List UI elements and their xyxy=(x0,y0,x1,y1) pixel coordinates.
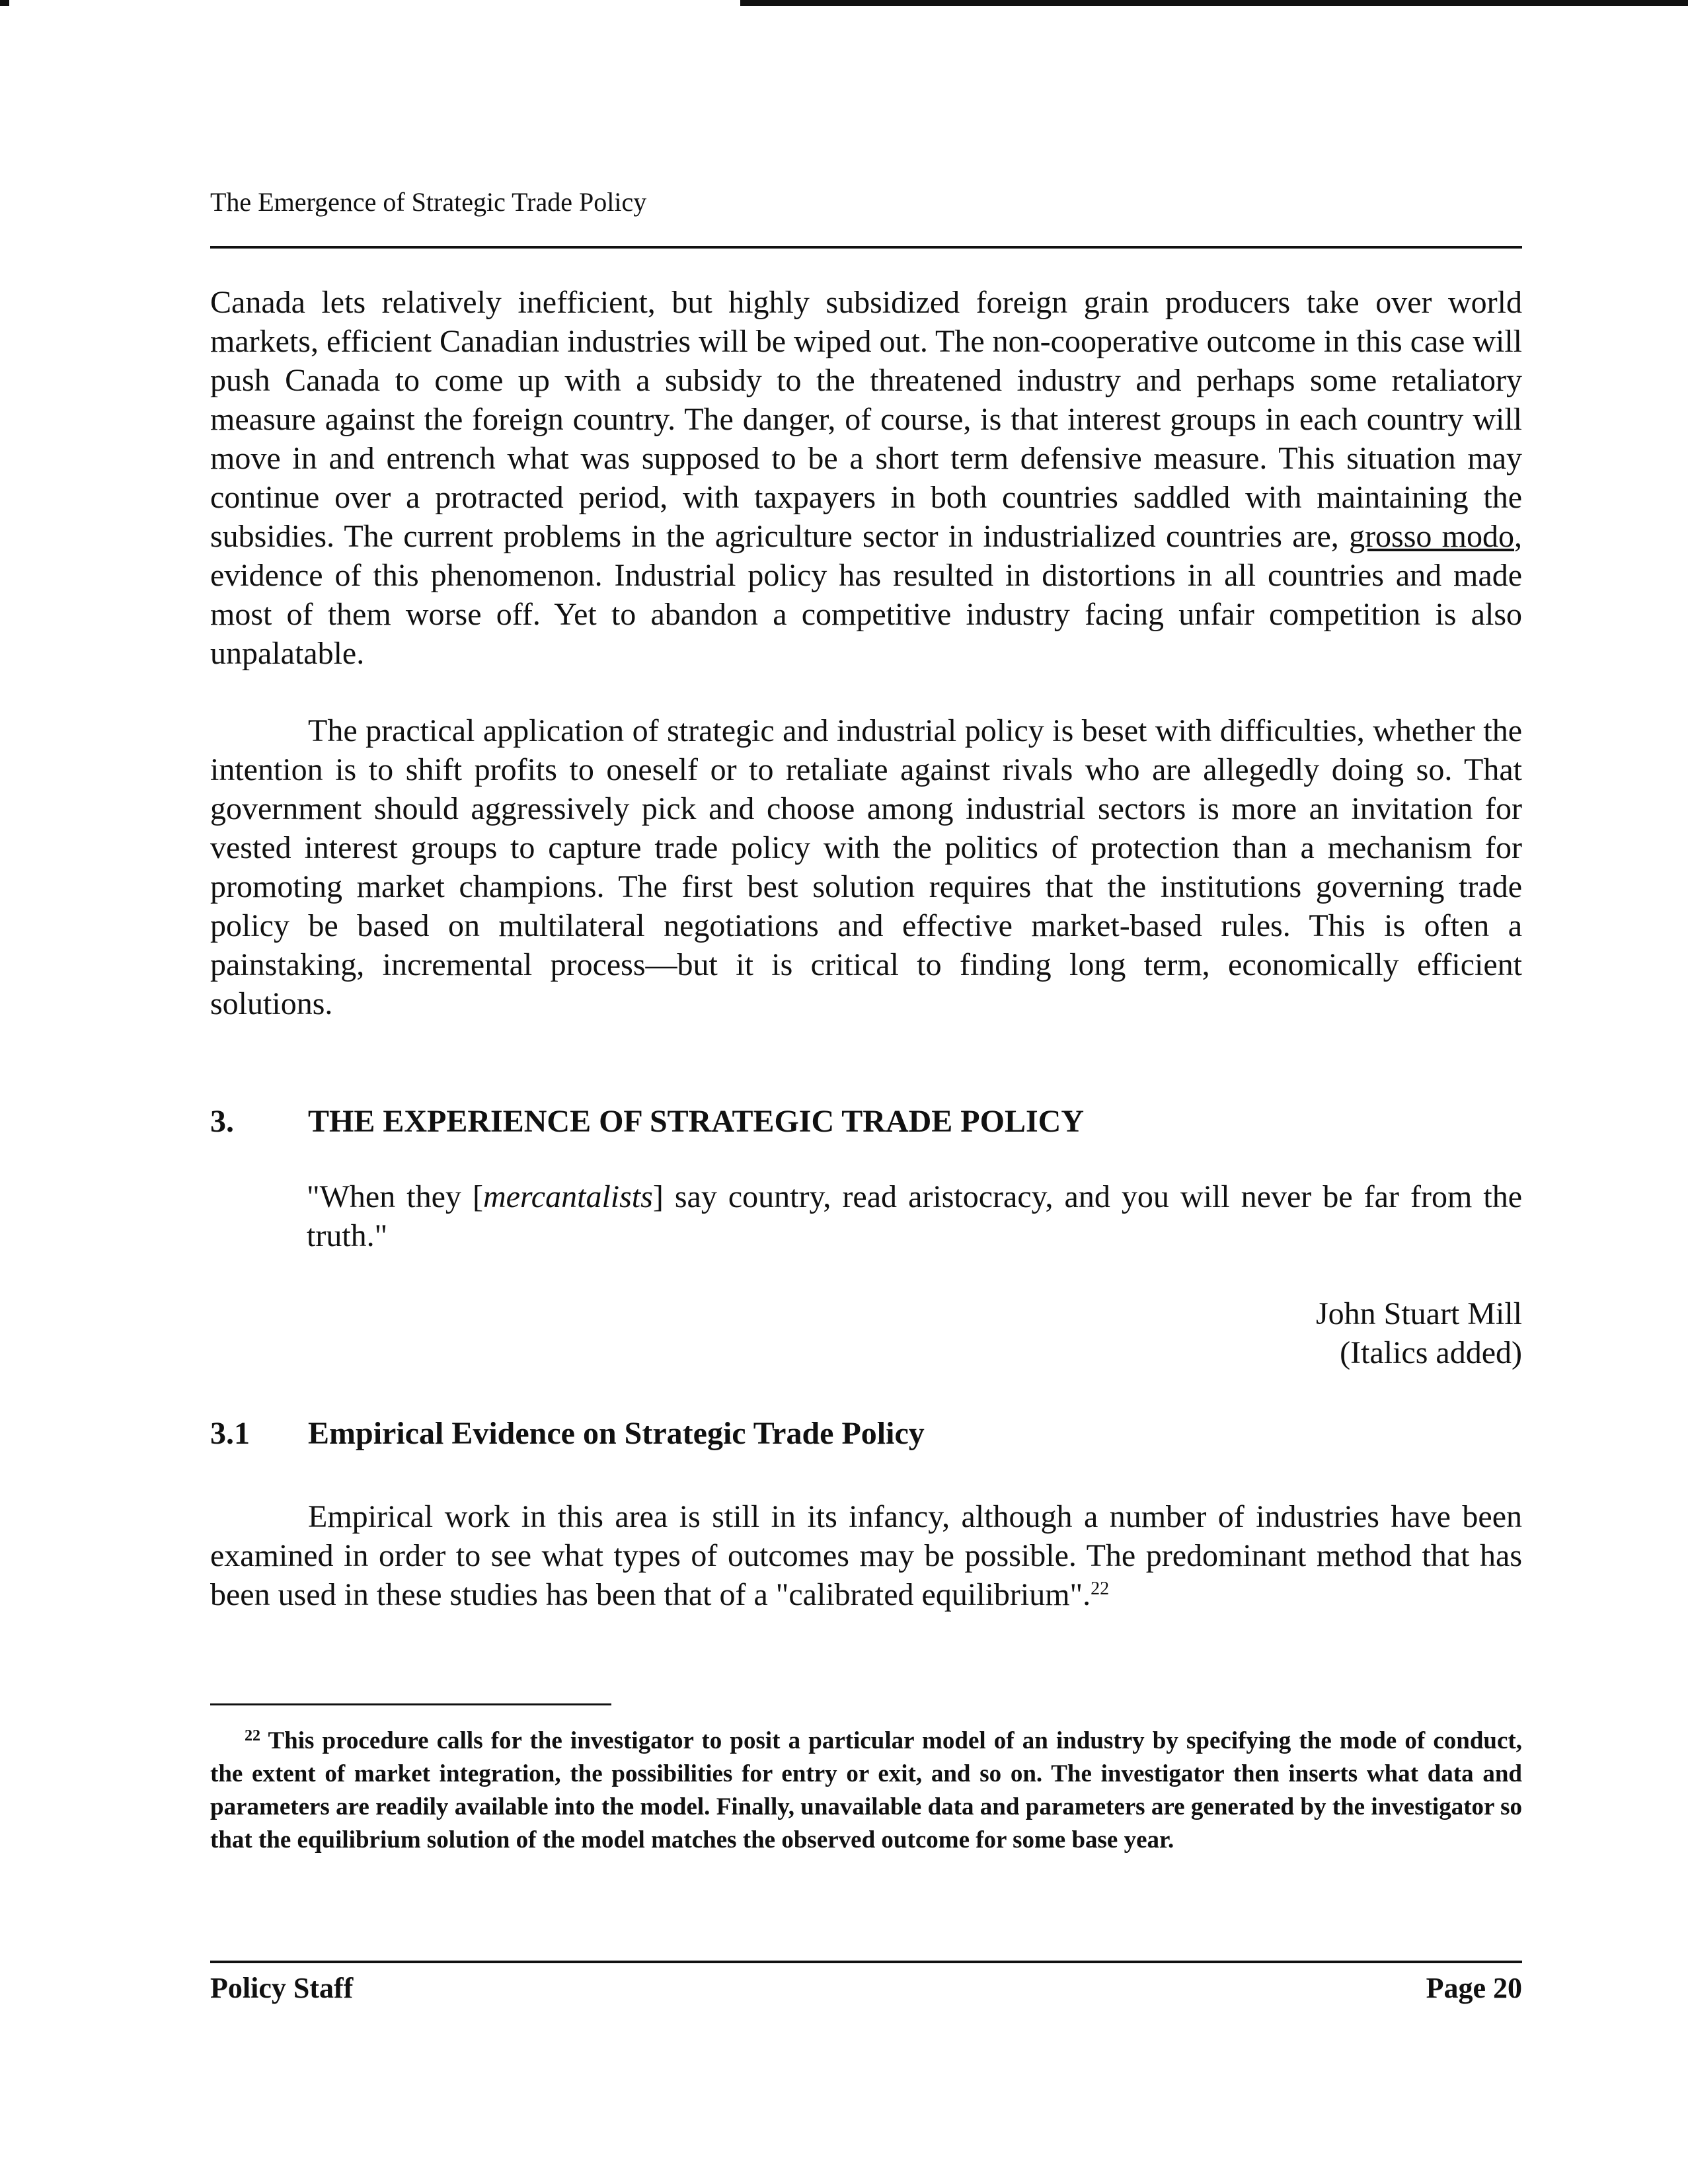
body-paragraph-1 xyxy=(210,283,1522,673)
attribution-author: John Stuart Mill xyxy=(1315,1296,1522,1331)
footer-organization: Policy Staff xyxy=(210,1972,354,2004)
quote-italic-term: mercantalists xyxy=(482,1179,653,1214)
section-title: THE EXPERIENCE OF STRATEGIC TRADE POLICY xyxy=(308,1104,1084,1139)
epigraph-quote xyxy=(307,1177,1522,1255)
body-paragraph-3 xyxy=(210,1497,1522,1614)
scan-top-border xyxy=(740,0,1688,6)
body-paragraph-2: The practical application of strategic and industrial policy is beset with difficulties, whether the intention is to shift profits to oneself or to retaliate against rivals who are allegedly doing so. That government should aggressively pick and choose among industrial sectors is more an invitation for vested interest groups to capture trade policy with the politics of protection than a mechanism for promoting market champions. The first best solution requires that the institutions governing trade policy be based on multilateral negotiations and effective market-based rules. This is often a painstaking, incremental process—but it is critical to finding long term, economically efficient solutions. xyxy=(210,713,1522,1021)
header-divider xyxy=(210,246,1522,249)
paragraph-1-text-a: Canada lets relatively inefficient, but highly subsidized foreign grain producers take over world markets, efficient Canadian industries will be wiped out. The non-cooperative outcome in this case will push Canada to come up with a subsidy to the threatened industry and perhaps some retaliatory measure against the foreign country. The danger, of course, is that interest groups in each country will move in and entrench what was supposed to be a short term defensive measure. This situation may continue over a protracted period, with taxpayers in both countries saddled with maintaining the subsidies. The current problems in the agriculture sector in industrialized countries are, xyxy=(210,285,1522,554)
scan-edge-mark xyxy=(0,0,9,6)
footnote-reference-22[interactable]: 22 xyxy=(1091,1579,1110,1599)
footer-divider xyxy=(210,1961,1522,1963)
page-number: Page 20 xyxy=(1426,1972,1522,2004)
paragraph-1-text-b: , evidence of this phenomenon. Industrial policy has resulted in distortions in all countries and made most of them worse off. Yet to abandon a competitive industry facing unfair competition is also unpalatable. xyxy=(210,519,1523,671)
section-number: 3. xyxy=(210,1104,234,1139)
paragraph-3-text: Empirical work in this area is still in its infancy, although a number of industries have been examined in order to see what types of outcomes may be possible. The predominant method that has been used in these studies has been that of a "calibrated equilibrium". xyxy=(210,1499,1522,1612)
footnote-marker: 22 xyxy=(245,1727,260,1744)
paragraph-1-underlined-term: grosso modo xyxy=(1349,519,1515,554)
quote-text-b: ] say country, read aristocracy, and you will never be far from the truth." xyxy=(307,1179,1523,1253)
quote-attribution xyxy=(1316,1294,1522,1372)
subsection-title: Empirical Evidence on Strategic Trade Policy xyxy=(308,1416,925,1451)
subsection-number: 3.1 xyxy=(210,1416,250,1451)
attribution-note: (Italics added) xyxy=(1340,1335,1522,1370)
footnote-text: This procedure calls for the investigator to posit a particular model of an industry by specifying the mode of conduct, the extent of market integration, the possibilities for entry or exit, and so on. The investigator then inserts what data and parameters are readily available into the model. Finally, unavailable data and parameters are generated by the investigator so that the equilibrium solution of the model matches the observed outcome for some base year. xyxy=(210,1727,1522,1853)
footnote-22 xyxy=(210,1725,1522,1857)
running-header-title: The Emergence of Strategic Trade Policy xyxy=(210,187,647,217)
quote-text-a: "When they [ xyxy=(307,1179,483,1214)
footnote-divider xyxy=(210,1703,611,1705)
